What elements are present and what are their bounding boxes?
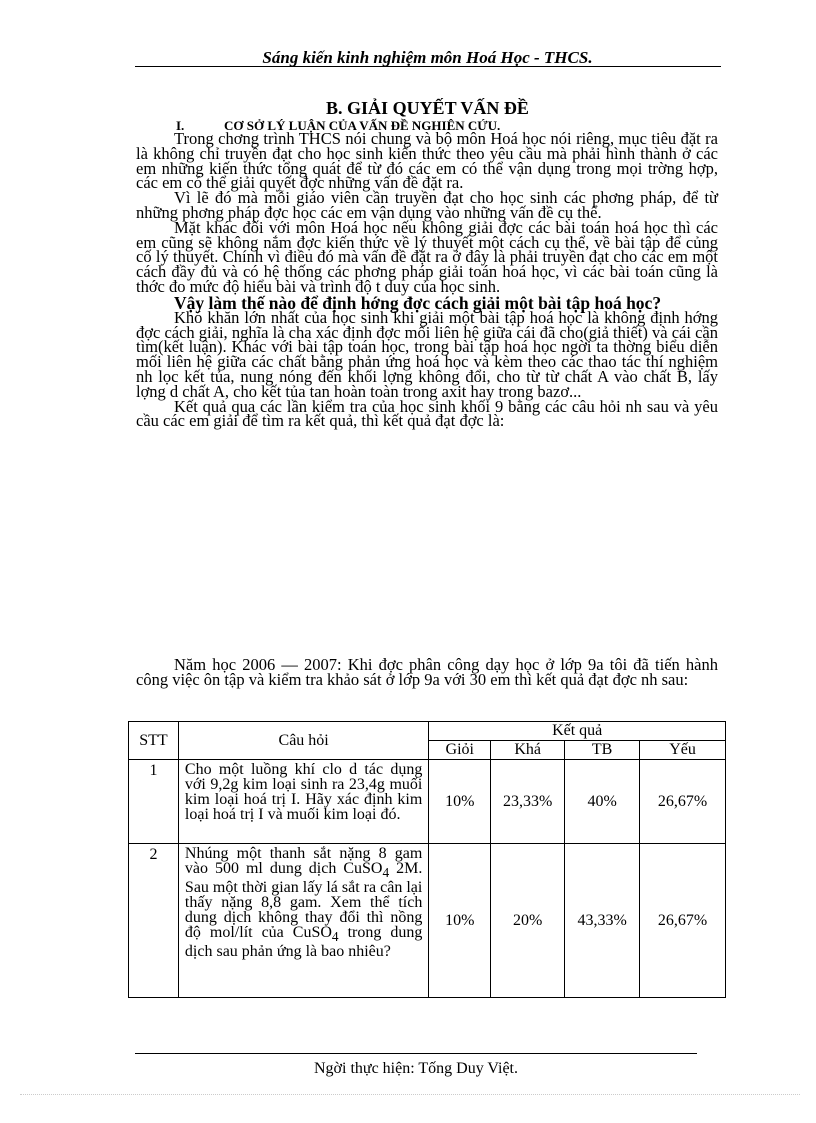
row-stt: 1 bbox=[129, 760, 179, 844]
paragraph-2: Vì lẽ đó mà mỗi giáo viên cần truyền đạt cho học sinh các phơng pháp, để từ những phơng pháp đợc học các em vận dụng vào những vấn đề cụ thể. bbox=[136, 188, 718, 222]
subscript: 4 bbox=[331, 929, 339, 945]
subscript: 4 bbox=[382, 865, 390, 881]
paragraph-6: Kết quả qua các lần kiểm tra của học sinh khối 9 bằng các câu hỏi nh sau và yêu cầu các em giải để tìm ra kết quả, thì kết quả đạt đợc là: bbox=[136, 396, 718, 431]
subsection-title: CƠ SỞ LÝ LUẬN CỦA VẤN ĐỀ NGHIÊN CỨU. bbox=[224, 118, 501, 133]
header-question: Câu hỏi bbox=[178, 722, 428, 760]
row-kha: 23,33% bbox=[491, 760, 565, 844]
paragraph-question: Vậy làm thế nào để định hớng đợc cách giải một bài tập hoá học? bbox=[174, 292, 662, 313]
body-text-2 bbox=[136, 655, 718, 689]
row-stt: 2 bbox=[129, 844, 179, 998]
subsection-number: I. bbox=[176, 118, 185, 133]
row-gioi: 10% bbox=[429, 844, 491, 998]
row-question: Cho một luồng khí clo d tác dụng với 9,2g kim loại sinh ra 23,4g muối kim loại hoá trị I. Hãy xác định kim loại hoá trị I và muối kim loại đó. bbox=[178, 760, 428, 844]
header-gioi: Giỏi bbox=[429, 741, 491, 760]
results-table bbox=[128, 721, 726, 998]
body-text bbox=[136, 129, 718, 431]
header-yeu: Yếu bbox=[640, 741, 726, 760]
page-edge-dots bbox=[20, 1094, 800, 1095]
paragraph-3: Mặt khác đối với môn Hoá học nếu không giải đợc các bài toán hoá học thì các em cũng sẽ không nắm đợc kiến thức về lý thuyết một cách cụ thể, về bài tập để củng cố lý thuyết. Chính vì điều đó mà vấn đề đặt ra ở đây là phải truyền đạt cho các em một cách đầy đủ và có hệ thống các phơng pháp giải toán hoá học, vì các bài toán cũng là thớc đo mức độ hiểu bài và trình độ t duy của học sinh. bbox=[136, 217, 718, 296]
paragraph-5: Khó khăn lớn nhất của học sinh khi giải một bài tập hoá học là không định hớng đợc cách giải, nghĩa là cha xác định đợc mối liên hệ giữa cái đã cho(giả thiết) và cái cần tìm(kết luận). Khác với bài tập toán học, trong bài tập hoá học ngời ta thờng biểu diễn mối liên hệ giữa các chất bằng phản ứng hoá học và kèm theo các thao tác thí nghiệm nh lọc kết tủa, nung nóng đến khối lợng không đổi, cho từ từ chất A vào chất B, lấy lợng d chất A, cho kết tủa tan hoàn toàn trong axit hay trong bazơ... bbox=[136, 307, 718, 401]
header-tb: TB bbox=[565, 741, 640, 760]
table-row bbox=[129, 844, 726, 998]
header-kha: Khá bbox=[491, 741, 565, 760]
header-divider bbox=[135, 66, 721, 67]
paragraph-7: Năm học 2006 — 2007: Khi đợc phân công dạy học ở lớp 9a tôi đã tiến hành công việc ôn tập và kiểm tra khảo sát ở lớp 9a với 30 em thì kết quả đạt đợc nh sau: bbox=[136, 655, 718, 689]
footer-divider bbox=[135, 1053, 697, 1054]
header-title: Sáng kiến kinh nghiệm môn Hoá Học - THCS. bbox=[262, 48, 593, 67]
row-gioi: 10% bbox=[429, 760, 491, 844]
question-text-b: 2M. Sau một thời gian lấy lá sắt ra cân lại thấy nặng 8,8 gam. Xem thể tích dung dịch không thay đổi thì nồng độ mol/lít của CuSO bbox=[184, 860, 423, 942]
header-result: Kết quả bbox=[429, 722, 726, 741]
table-row bbox=[129, 760, 726, 844]
row-question bbox=[178, 844, 428, 998]
row-tb: 43,33% bbox=[565, 844, 640, 998]
question-text-c: trong dung dịch sau phản ứng là bao nhiêu? bbox=[184, 924, 423, 961]
section-title: B. GIẢI QUYẾT VẤN ĐỀ bbox=[326, 98, 529, 118]
footer-author: Ngời thực hiện: Tống Duy Việt. bbox=[313, 1060, 518, 1077]
row-kha: 20% bbox=[491, 844, 565, 998]
row-tb: 40% bbox=[565, 760, 640, 844]
paragraph-1: Trong chơng trình THCS nói chung và bộ môn Hoá học nói riêng, mục tiêu đặt ra là không chỉ truyền đạt cho học sinh kiến thức theo yêu cầu mà phải hình thành ở các em những kiến thức tổng quát để từ đó các em có thể vận dụng trong mọi trờng hợp, các em có thể giải quyết đợc những vấn đề đặt ra. bbox=[136, 129, 718, 193]
row-yeu: 26,67% bbox=[640, 760, 726, 844]
question-text-a: Nhúng một thanh sắt nặng 8 gam vào 500 ml dung dịch CuSO bbox=[184, 845, 423, 877]
header-stt: STT bbox=[129, 722, 179, 760]
row-yeu: 26,67% bbox=[640, 844, 726, 998]
